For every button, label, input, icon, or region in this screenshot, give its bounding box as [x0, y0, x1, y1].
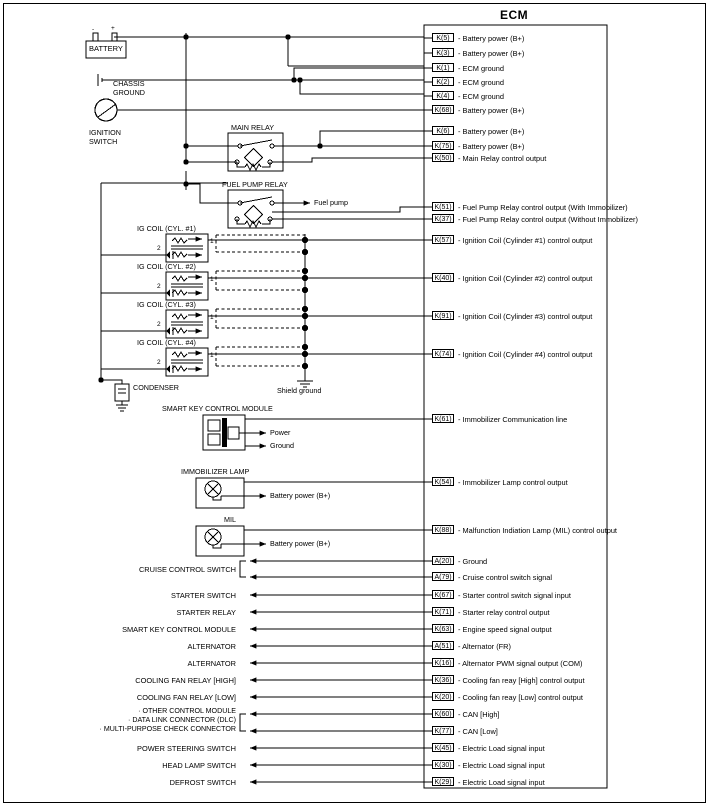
ecm-pin-description: - Ignition Coil (Cylinder #4) control output	[458, 350, 593, 359]
ecm-pin-number: K(91)	[432, 311, 454, 320]
ig-coil-1-pin-1: 1	[210, 238, 214, 245]
left-label-other-control-module: · OTHER CONTROL MODULE	[138, 707, 236, 715]
left-label-cooling-fan-relay-high: COOLING FAN RELAY [HIGH]	[135, 676, 236, 685]
ecm-pin-number: K(71)	[432, 607, 454, 616]
ignition-switch-label-line2: SWITCH	[89, 137, 118, 146]
left-label-cruise-control-switch: CRUISE CONTROL SWITCH	[138, 565, 236, 574]
smart-key-power-label: Power	[270, 428, 291, 437]
ecm-pin-description: - Ground	[458, 557, 488, 566]
battery-positive-terminal-label: +	[111, 25, 115, 32]
ecm-pin-description: - Battery power (B+)	[458, 106, 525, 115]
immobilizer-lamp-label: IMMOBILIZER LAMP	[181, 467, 250, 476]
ecm-pin-number: A(20)	[432, 556, 454, 565]
ecm-pin-description: - Battery power (B+)	[458, 127, 525, 136]
left-label-starter-switch: STARTER SWITCH	[170, 591, 236, 600]
left-label-power-steering-switch: POWER STEERING SWITCH	[137, 744, 236, 753]
smart-key-control-module-label: SMART KEY CONTROL MODULE	[162, 404, 273, 413]
ecm-pin-description: - Immobilizer Communication line	[458, 415, 568, 424]
mil-label: MIL	[224, 515, 236, 524]
left-label-cooling-fan-relay-low: COOLING FAN RELAY [LOW]	[136, 693, 236, 702]
ecm-pin-description: - Fuel Pump Relay control output (With Immobilizer)	[458, 203, 628, 212]
ecm-pin-number: A(79)	[432, 572, 454, 581]
ecm-pin-number: K(6)	[432, 126, 454, 135]
mil-supply-label: Battery power (B+)	[270, 539, 331, 548]
ecm-pin-number: K(5)	[432, 33, 454, 42]
chassis-ground-label-line1: CHASSIS	[113, 79, 145, 88]
ecm-pin-description: - Electric Load signal input	[458, 778, 545, 787]
ecm-pin-number: K(36)	[432, 675, 454, 684]
ecm-pin-description: - Starter control switch signal input	[458, 591, 571, 600]
ig-coil-2-label: IG COIL (CYL. #2)	[137, 262, 196, 271]
ecm-pin-number: K(68)	[432, 105, 454, 114]
ecm-pin-description: - Alternator PWM signal output (COM)	[458, 659, 583, 668]
ecm-pin-description: - CAN [High]	[458, 710, 500, 719]
ecm-pin-description: - Battery power (B+)	[458, 142, 525, 151]
ecm-pin-description: - Electric Load signal input	[458, 744, 545, 753]
ecm-pin-number: K(88)	[432, 525, 454, 534]
ig-coil-2-pin-1: 1	[210, 276, 214, 283]
ecm-pin-description: - Malfunction Indiation Lamp (MIL) control output	[458, 526, 617, 535]
ig-coil-4-pin-2: 2	[157, 359, 161, 366]
ecm-pin-number: K(74)	[432, 349, 454, 358]
ecm-pin-number: K(50)	[432, 153, 454, 162]
ecm-pin-description: - Starter relay control output	[458, 608, 550, 617]
ecm-title: ECM	[500, 8, 529, 22]
ecm-pin-number: K(4)	[432, 91, 454, 100]
ecm-pin-number: A(51)	[432, 641, 454, 650]
battery-negative-terminal-label: -	[92, 26, 95, 33]
ecm-pin-number: K(51)	[432, 202, 454, 211]
ecm-pin-number: K(57)	[432, 235, 454, 244]
ig-coil-1-pin-2: 2	[157, 245, 161, 252]
condenser-label: CONDENSER	[133, 383, 179, 392]
left-label-starter-relay: STARTER RELAY	[176, 608, 236, 617]
left-label-alternator-pwm: ALTERNATOR	[187, 659, 236, 668]
ig-coil-3-label: IG COIL (CYL. #3)	[137, 300, 196, 309]
ecm-pin-description: - Fuel Pump Relay control output (Without Immobilizer)	[458, 215, 638, 224]
left-label-multi-purpose-check-connector: · MULTI-PURPOSE CHECK CONNECTOR	[99, 725, 236, 733]
ig-coil-4-pin-1: 1	[210, 352, 214, 359]
chassis-ground-label-line2: GROUND	[113, 88, 145, 97]
ecm-pin-description: - Ignition Coil (Cylinder #2) control output	[458, 274, 593, 283]
ecm-pin-number: K(29)	[432, 777, 454, 786]
ecm-pin-number: K(75)	[432, 141, 454, 150]
ecm-pin-number: K(30)	[432, 760, 454, 769]
left-label-head-lamp-switch: HEAD LAMP SWITCH	[162, 761, 236, 770]
ecm-pin-description: - Engine speed signal output	[458, 625, 552, 634]
ig-coil-1-label: IG COIL (CYL. #1)	[137, 224, 196, 233]
ecm-pin-description: - Ignition Coil (Cylinder #1) control output	[458, 236, 593, 245]
ecm-pin-description: - CAN [Low]	[458, 727, 498, 736]
ecm-pin-number: K(2)	[432, 77, 454, 86]
ecm-pin-description: - ECM ground	[458, 92, 505, 101]
left-label-defrost-switch: DEFROST SWITCH	[169, 778, 236, 787]
fuel-pump-relay-label: FUEL PUMP RELAY	[222, 180, 288, 189]
ecm-pin-number: K(37)	[432, 214, 454, 223]
ig-coil-2-pin-2: 2	[157, 283, 161, 290]
fuel-pump-output-label: Fuel pump	[314, 198, 348, 207]
ecm-pin-number: K(60)	[432, 709, 454, 718]
ecm-pin-description: - Cruise control switch signal	[458, 573, 553, 582]
ecm-pin-number: K(45)	[432, 743, 454, 752]
ig-coil-3-pin-2: 2	[157, 321, 161, 328]
ecm-pin-description: - Main Relay control output	[458, 154, 547, 163]
ecm-pin-number: K(61)	[432, 414, 454, 423]
ecm-pin-number: K(1)	[432, 63, 454, 72]
battery-label: BATTERY	[89, 44, 123, 53]
ecm-pin-description: - Alternator (FR)	[458, 642, 511, 651]
smart-key-ground-label: Ground	[270, 441, 294, 450]
ecm-pin-description: - Battery power (B+)	[458, 34, 525, 43]
ecm-pin-number: K(40)	[432, 273, 454, 282]
ecm-pin-number: K(54)	[432, 477, 454, 486]
ecm-pin-number: K(63)	[432, 624, 454, 633]
ig-coil-3-pin-1: 1	[210, 314, 214, 321]
left-label-alternator-fr: ALTERNATOR	[187, 642, 236, 651]
ecm-pin-number: K(67)	[432, 590, 454, 599]
ecm-pin-number: K(3)	[432, 48, 454, 57]
ecm-pin-description: - Cooling fan reay [Low] control output	[458, 693, 583, 702]
ecm-pin-number: K(16)	[432, 658, 454, 667]
ecm-pin-description: - Immobilizer Lamp control output	[458, 478, 568, 487]
ecm-pin-description: - Battery power (B+)	[458, 49, 525, 58]
ecm-pin-number: K(77)	[432, 726, 454, 735]
ecm-pin-description: - ECM ground	[458, 78, 505, 87]
immobilizer-lamp-supply-label: Battery power (B+)	[270, 491, 331, 500]
ignition-switch-label-line1: IGNITION	[89, 128, 121, 137]
left-label-data-link-connector: · DATA LINK CONNECTOR (DLC)	[128, 716, 236, 724]
ecm-pin-number: K(20)	[432, 692, 454, 701]
shield-ground-label: Shield ground	[277, 386, 322, 395]
ecm-pin-description: - Ignition Coil (Cylinder #3) control output	[458, 312, 593, 321]
ig-coil-4-label: IG COIL (CYL. #4)	[137, 338, 196, 347]
ecm-pin-description: - Electric Load signal input	[458, 761, 545, 770]
left-label-smart-key-control-module: SMART KEY CONTROL MODULE	[122, 625, 236, 634]
ecm-pin-description: - ECM ground	[458, 64, 505, 73]
ecm-pin-description: - Cooling fan reay [High] control output	[458, 676, 585, 685]
main-relay-label: MAIN RELAY	[231, 123, 275, 132]
